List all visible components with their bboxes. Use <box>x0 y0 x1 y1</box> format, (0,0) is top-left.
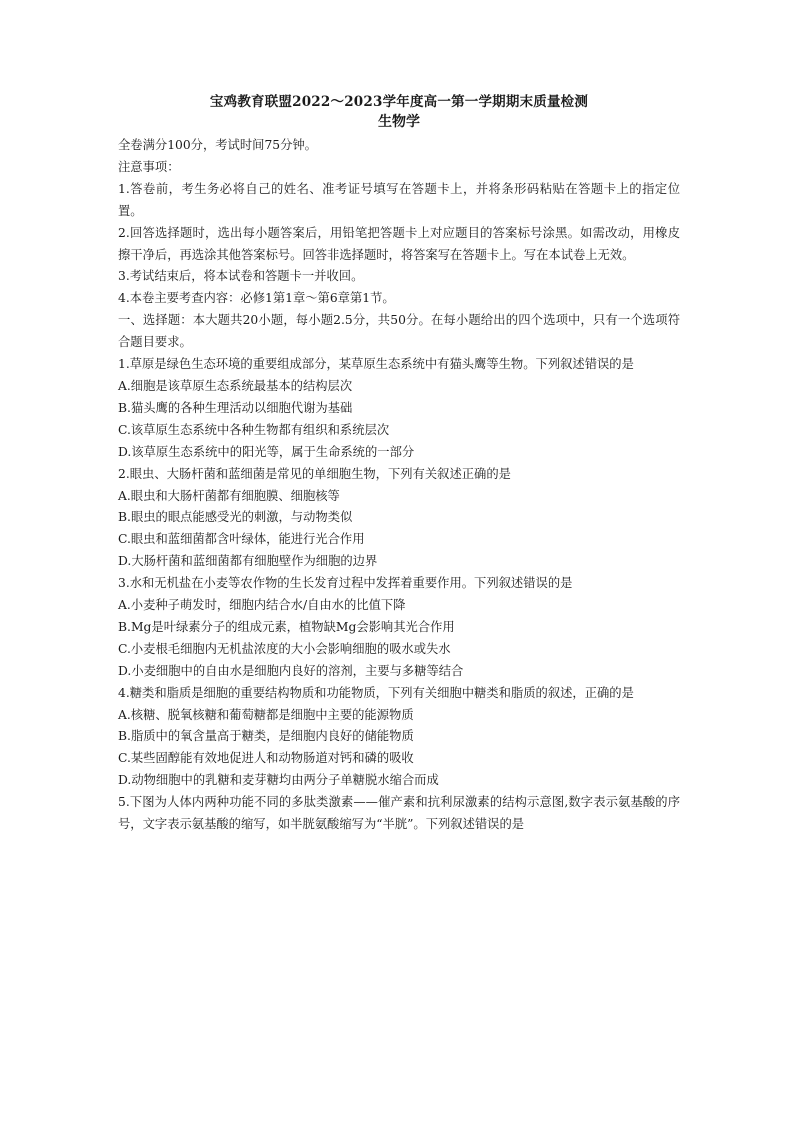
option-d: D.小麦细胞中的自由水是细胞内良好的溶剂，主要与多糖等结合 <box>118 663 464 678</box>
option-c: C.某些固醇能有效地促进人和动物肠道对钙和磷的吸收 <box>118 751 414 766</box>
question-stem: 1.草原是绿色生态环境的重要组成部分，某草原生态系统中有猫头鹰等生物。下列叙述错误的是 <box>118 357 634 372</box>
option-a: A.眼虫和大肠杆菌都有细胞膜、细胞核等 <box>118 488 340 503</box>
question-stem: 3.水和无机盐在小麦等农作物的生长发育过程中发挥着重要作用。下列叙述错误的是 <box>118 576 573 591</box>
notice-heading: 注意事项： <box>118 159 180 174</box>
option-b: B.猫头鹰的各种生理活动以细胞代谢为基础 <box>118 400 353 415</box>
option-c: C.该草原生态系统中各种生物都有组织和系统层次 <box>118 422 390 437</box>
question-stem: 4.糖类和脂质是细胞的重要结构物质和功能物质，下列有关细胞中糖类和脂质的叙述，正确的是 <box>118 685 634 700</box>
question-2 <box>118 464 680 574</box>
exam-page <box>118 92 680 836</box>
option-b: B.Mg是叶绿素分子的组成元素，植物缺Mg会影响其光合作用 <box>118 619 455 634</box>
option-b: B.眼虫的眼点能感受光的刺激，与动物类似 <box>118 510 353 525</box>
notice-item: 4.本卷主要考查内容：必修1第1章～第6章第1节。 <box>118 291 395 306</box>
option-b: B.脂质中的氧含量高于糖类，是细胞内良好的储能物质 <box>118 729 414 744</box>
section-heading: 一、选择题：本大题共20小题，每小题2.5分，共50分。在每小题给出的四个选项中，只有一个选项符合题目要求。 <box>118 313 680 350</box>
option-c: C.小麦根毛细胞内无机盐浓度的大小会影响细胞的吸水或失水 <box>118 641 451 656</box>
notice-item: 3.考试结束后，将本试卷和答题卡一并收回。 <box>118 269 364 284</box>
option-a: A.小麦种子萌发时，细胞内结合水/自由水的比值下降 <box>118 598 406 613</box>
option-a: A.细胞是该草原生态系统最基本的结构层次 <box>118 378 353 393</box>
question-5 <box>118 792 680 836</box>
notice-item: 1.答卷前，考生务必将自己的姓名、准考证号填写在答题卡上，并将条形码粘贴在答题卡上的指定位置。 <box>118 181 680 218</box>
exam-title: 宝鸡教育联盟2022～2023学年度高一第一学期期末质量检测 <box>209 94 589 110</box>
question-3 <box>118 573 680 683</box>
question-stem: 2.眼虫、大肠杆菌和蓝细菌是常见的单细胞生物，下列有关叙述正确的是 <box>118 466 511 481</box>
question-stem: 5.下图为人体内两种功能不同的多肽类激素——催产素和抗利尿激素的结构示意图,数字表示氨基酸的序号，文字表示氨基酸的缩写，如半胱氨酸缩写为“半胱”。下列叙述错误的是 <box>118 795 680 832</box>
question-1 <box>118 354 680 464</box>
option-d: D.动物细胞中的乳糖和麦芽糖均由两分子单糖脱水缩合而成 <box>118 773 439 788</box>
exam-subject: 生物学 <box>378 114 420 130</box>
option-d: D.大肠杆菌和蓝细菌都有细胞壁作为细胞的边界 <box>118 554 378 569</box>
score-time-line: 全卷满分100分，考试时间75分钟。 <box>118 138 317 152</box>
option-c: C.眼虫和蓝细菌都含叶绿体，能进行光合作用 <box>118 532 365 547</box>
option-d: D.该草原生态系统中的阳光等，属于生命系统的一部分 <box>118 444 415 459</box>
notice-item: 2.回答选择题时，选出每小题答案后，用铅笔把答题卡上对应题目的答案标号涂黑。如需改动，用橡皮擦干净后，再选涂其他答案标号。回答非选择题时，将答案写在答题卡上。写在本试卷上无效。 <box>118 225 680 262</box>
question-4 <box>118 683 680 793</box>
option-a: A.核糖、脱氧核糖和葡萄糖都是细胞中主要的能源物质 <box>118 707 414 722</box>
